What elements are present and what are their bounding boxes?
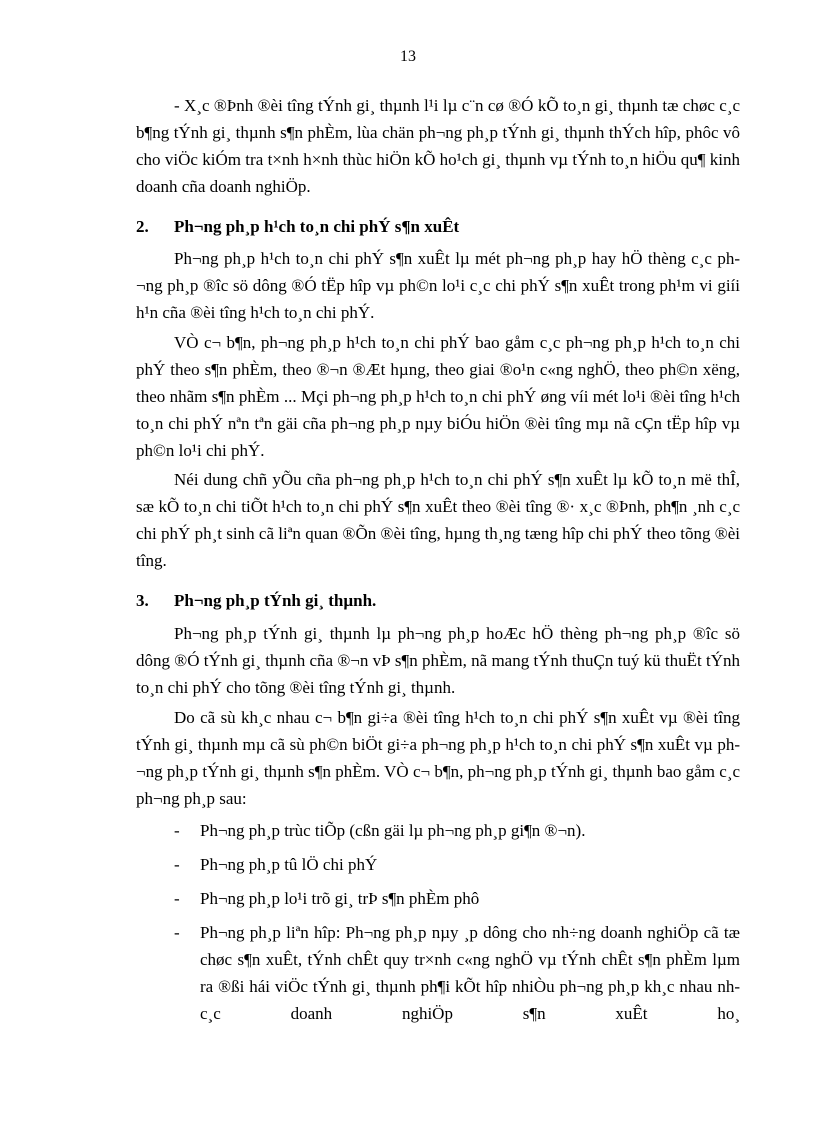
method-list-item [174,817,740,844]
bullet-marker: - [174,855,180,874]
section-3-paragraph-2: Do cã sù kh¸c nhau c¬ b¶n gi÷a ®èi tîng h¹ch to¸n chi phÝ s¶n xuÊt vµ ®èi tîng tÝnh gi¸ thµnh mµ cã sù ph©n biÖt gi÷a ph¬ng ph¸p h¹ch to¸n chi phÝ s¶n xuÊt vµ ph¬ng ph¸p tÝnh gi¸ thµnh s¶n phÈm. VÒ c¬ b¶n, ph¬ng ph¸p tÝnh gi¸ thµnh bao gåm c¸c ph¬ng ph¸p sau: [136,708,740,808]
section-2-number: 2. [136,217,149,236]
method-list-item-text: Ph¬ng ph¸p liªn hîp: Ph¬ng ph¸p nµy ¸p dông cho nh÷ng doanh nghiÖp cã tæ chøc s¶n xuÊt, tÝnh chÊt quy tr×nh c«ng nghÖ vµ tÝnh chÊt s¶n phÈm lµm ra ®ßi hái viÖc tÝnh gi¸ thµnh ph¶i kÕt hîp nhiÒu ph¬ng ph¸p kh¸c nhau nh c¸c doanh nghiÖp s¶n xuÊt ho¸ [200,923,740,1023]
section-3-paragraph-1: Ph¬ng ph¸p tÝnh gi¸ thµnh lµ ph¬ng ph¸p hoÆc hÖ thèng ph¬ng ph¸p ®îc sö dông ®Ó tÝnh gi¸ thµnh cña ®¬n vÞ s¶n phÈm, nã mang tÝnh thuÇn tuý kü thuËt tÝnh to¸n chi phÝ cho tõng ®èi tîng tÝnh gi¸ thµnh. [136,624,740,697]
page-number: 13 [400,48,416,65]
method-list-item-text: Ph¬ng ph¸p tû lÖ chi phÝ [200,855,378,874]
bullet-marker: - [174,821,180,840]
section-2-heading [136,217,740,237]
method-list-item-text: Ph¬ng ph¸p lo¹i trõ gi¸ trÞ s¶n phÈm phô [200,889,480,908]
section-3-title: Ph¬ng ph¸p tÝnh gi¸ thµnh. [174,591,377,610]
method-list-item [174,919,740,1027]
bullet-marker: - [174,923,180,942]
bullet-marker: - [174,889,180,908]
method-list-item [174,885,740,912]
section-3-number: 3. [136,591,149,610]
section-2-paragraph-3: Néi dung chñ yÕu cña ph¬ng ph¸p h¹ch to¸n chi phÝ s¶n xuÊt lµ kÕ to¸n më thÎ, sæ kÕ to¸n chi tiÕt h¹ch to¸n chi phÝ s¶n xuÊt theo ®èi tîng ®· x¸c ®Þnh, ph¶n ¸nh c¸c chi phÝ ph¸t sinh cã liªn quan ®Õn ®èi tîng, hµng th¸ng tæng hîp chi phÝ theo tõng ®èi tîng. [136,470,740,570]
section-2-paragraph-2: VÒ c¬ b¶n, ph¬ng ph¸p h¹ch to¸n chi phÝ bao gåm c¸c ph¬ng ph¸p h¹ch to¸n chi phÝ theo s¶n phÈm, theo ®¬n ®Æt hµng, theo giai ®o¹n c«ng nghÖ, theo ph©n xëng, theo nhãm s¶n phÈm ... Mçi ph¬ng ph¸p h¹ch to¸n chi phÝ øng víi mét lo¹i ®èi tîng h¹ch to¸n chi phÝ nªn tªn gäi cña ph¬ng ph¸p nµy biÓu hiÖn ®èi tîng mµ nã cÇn tËp hîp vµ ph©n lo¹i chi phÝ. [136,333,740,460]
section-3-heading [136,591,740,611]
method-list-item-text: Ph¬ng ph¸p trùc tiÕp (cßn gäi lµ ph¬ng ph¸p gi¶n ®¬n). [200,821,586,840]
section-2-title: Ph¬ng ph¸p h¹ch to¸n chi phÝ s¶n xuÊt [174,217,460,236]
intro-paragraph: - X¸c ®Þnh ®èi tîng tÝnh gi¸ thµnh l¹i lµ c¨n cø ®Ó kÕ to¸n gi¸ thµnh tæ chøc c¸c b¶ng tÝnh gi¸ thµnh s¶n phÈm, lùa chän ph¬ng ph¸p tÝnh gi¸ thµnh thÝch hîp, phôc vô cho viÖc kiÓm tra t×nh h×nh thùc hiÖn kÕ ho¹ch gi¸ thµnh vµ tÝnh to¸n hiÖu qu¶ kinh doanh cña doanh nghiÖp. [136,96,740,196]
method-list-item [174,851,740,878]
section-2-paragraph-1: Ph¬ng ph¸p h¹ch to¸n chi phÝ s¶n xuÊt lµ mét ph¬ng ph¸p hay hÖ thèng c¸c ph¬ng ph¸p ®îc sö dông ®Ó tËp hîp vµ ph©n lo¹i c¸c chi phÝ s¶n xuÊt trong ph¹m vi giíi h¹n cña ®èi tîng h¹ch to¸n chi phÝ. [136,249,740,322]
